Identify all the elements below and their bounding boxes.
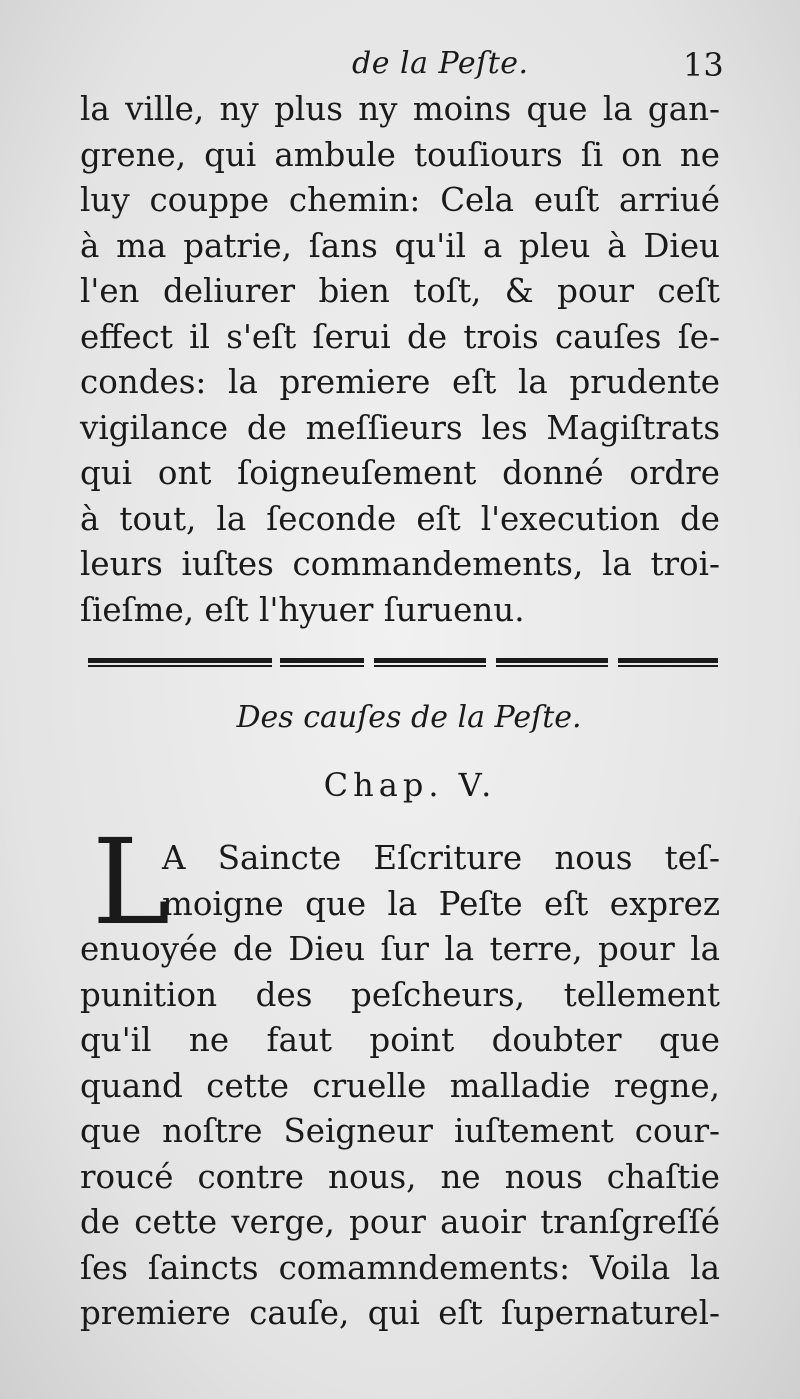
text-line: quand cette cruelle malladie regne, bbox=[80, 1066, 720, 1105]
ornamental-rule bbox=[88, 658, 718, 668]
text-line: grene, qui ambule touſiours ſi on ne bbox=[80, 135, 720, 174]
text-line: qu'il ne faut point doubter que bbox=[80, 1021, 720, 1059]
text-line: A Saincte Eſcriture nous teſ- bbox=[162, 839, 720, 877]
text-line: de cette verge, pour auoir tranſgreſſé bbox=[80, 1203, 720, 1241]
text-line: qui ont ſoigneuſement donné ordre bbox=[80, 454, 720, 492]
text-line: ſieſme, eſt l'hyuer ſuruenu. bbox=[80, 590, 525, 629]
page-number: 13 bbox=[683, 46, 724, 84]
running-title: de la Peſte. bbox=[352, 46, 529, 81]
text-line: moigne que la Peſte eſt exprez bbox=[162, 884, 720, 923]
text-line: à tout, la ſeconde eſt l'execution de bbox=[80, 499, 720, 538]
text-line: la ville, ny plus ny moins que la gan- bbox=[80, 90, 720, 128]
drop-cap: L bbox=[92, 813, 171, 951]
text-line: leurs iuſtes commandements, la troi- bbox=[80, 545, 720, 583]
text-line: luy couppe chemin: Cela euſt arriué bbox=[80, 181, 720, 219]
text-line: condes: la premiere eſt la prudente bbox=[80, 363, 720, 401]
text-line: premiere cauſe, qui eſt ſupernaturel- bbox=[80, 1294, 720, 1332]
text-line: à ma patrie, ſans qu'il a pleu à Dieu bbox=[80, 226, 720, 265]
text-line: ſes ſaincts comamndements: Voila la bbox=[80, 1248, 720, 1287]
text-line: l'en deliurer bien toſt, & pour ceſt bbox=[80, 272, 720, 310]
text-line: effect il s'eſt ſerui de trois cauſes ſe- bbox=[80, 317, 720, 356]
text-line: punition des peſcheurs, tellement bbox=[80, 975, 720, 1014]
chapter-text bbox=[80, 836, 720, 1337]
chapter-title: Des cauſes de la Peſte. bbox=[236, 700, 582, 735]
text-line: roucé contre nous, ne nous chaſtie bbox=[80, 1157, 720, 1196]
previous-chapter-text bbox=[80, 87, 720, 633]
chapter-number: Chap. V. bbox=[323, 766, 497, 804]
text-line: vigilance de meſſieurs les Magiſtrats bbox=[80, 408, 720, 447]
text-line: enuoyée de Dieu ſur la terre, pour la bbox=[80, 930, 720, 968]
text-line: que noſtre Seigneur iuſtement cour- bbox=[80, 1112, 720, 1150]
